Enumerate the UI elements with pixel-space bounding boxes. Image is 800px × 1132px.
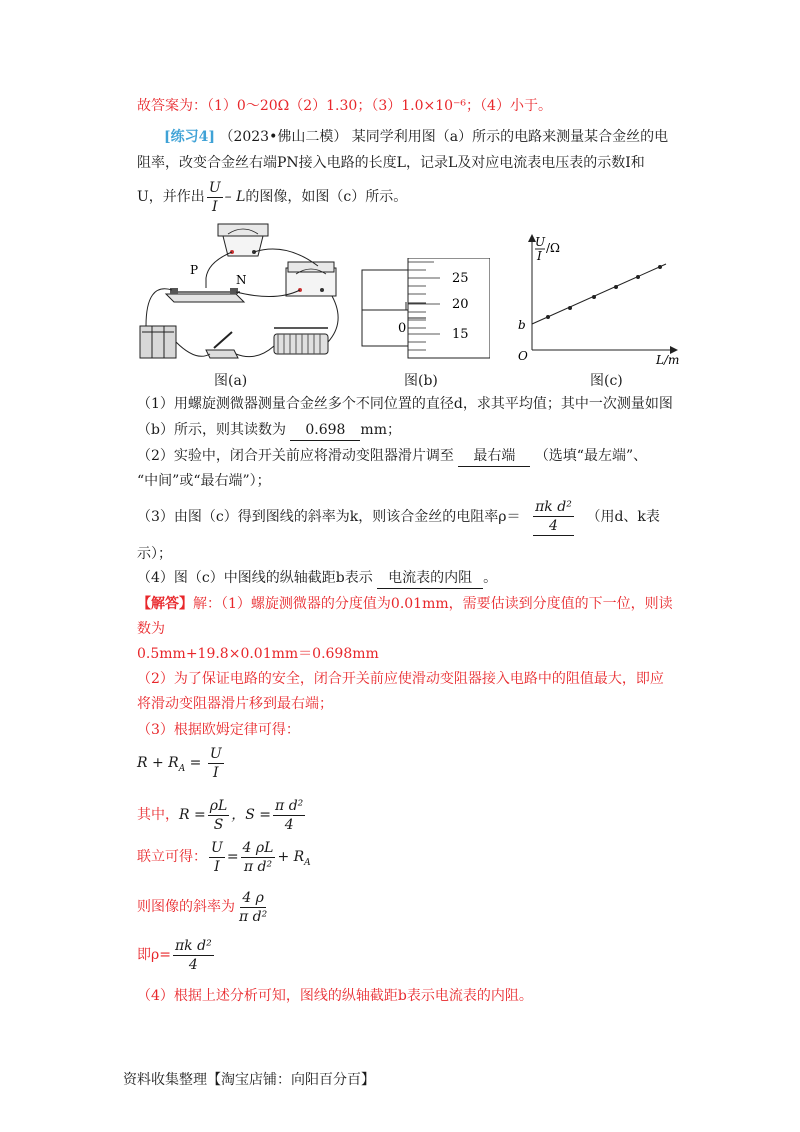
- exercise-stem-text-1: 某同学利用图（a）所示的电路来测量某合金丝的电: [351, 129, 669, 145]
- equation-rho: 即ρ= $\frac{\text{πk d²}}{4}$: [137, 937, 212, 973]
- stem3-fraction: $\frac{U}{I}$: [208, 179, 221, 215]
- solution-line-4: （4）根据上述分析可知，图线的纵轴截距b表示电流表的内阻。: [137, 988, 533, 1004]
- ammeter-icon: [286, 262, 336, 296]
- main-scale-zero: 0: [398, 321, 407, 336]
- exercise-source: （2023•佛山二模）: [219, 129, 348, 145]
- switch-icon: [206, 332, 238, 358]
- solution-line-1a: 【解答】解：（1）螺旋测微器的分度值为0.01mm，需要估读到分度值的下一位，则读: [137, 596, 673, 612]
- footer-text: 资料收集整理【淘宝店铺：向阳百分百】: [123, 1072, 375, 1088]
- y-label-unit: /Ω: [546, 241, 560, 255]
- alloy-wire-board: [166, 288, 244, 302]
- q3-answer-den: 4: [549, 518, 558, 534]
- solution-line-2a: （2）为了保证电路的安全，闭合开关前应使滑动变阻器接入电路中的阻值最大，即应: [137, 671, 664, 687]
- solution-label: 【解答】: [137, 596, 193, 612]
- exercise-stem-1: [164, 127, 668, 147]
- label-n: N: [236, 273, 247, 287]
- q4-line: （4）图（c）中图线的纵轴截距b表示 电流表的内阻 。: [137, 568, 497, 589]
- caption-a: 图(a): [214, 373, 248, 389]
- solution-line-1b: 数为: [137, 621, 165, 637]
- y-label-den: I: [537, 249, 542, 263]
- graph-figure: [506, 228, 686, 368]
- stem3-pre: U，并作出: [137, 189, 205, 205]
- micrometer-figure: [360, 258, 490, 360]
- solution-line-2b: 将滑动变阻器滑片移到最右端；: [137, 696, 333, 712]
- fit-line: [532, 264, 666, 324]
- y-label-num: U: [535, 235, 546, 249]
- exercise-stem-3: [137, 178, 407, 216]
- q3-line-a: （3）由图（c）得到图线的斜率为k，则该合金丝的电阻率ρ＝ $\frac{\text{πk d²}}{4}$ （用d、k表: [137, 499, 660, 534]
- origin-label: O: [518, 349, 528, 363]
- caption-b: 图(b): [404, 373, 438, 389]
- rheostat-icon: [274, 328, 328, 354]
- equation-ohm: $R + R_A$ = $\frac{U}{I}$: [137, 745, 222, 781]
- label-p: P: [190, 263, 199, 277]
- q3-line-b: 示）；: [137, 546, 172, 562]
- caption-c: 图(c): [590, 373, 623, 389]
- equation-slope: 则图像的斜率为 $\frac{4 \rho}{\text{π d²}}$: [137, 889, 268, 925]
- answer-line: 故答案为：（1）0～20Ω（2）1.30；（3）1.0×10⁻⁶；（4）小于。: [137, 98, 552, 114]
- micrometer-thimble: [408, 258, 490, 358]
- q1-answer: 0.698: [290, 420, 360, 441]
- x-label: L/m: [656, 353, 680, 367]
- exercise-tag: [练习4]: [164, 129, 215, 145]
- tick-15: 15: [452, 327, 469, 342]
- q4-answer: 电流表的内阻: [377, 568, 483, 589]
- equation-combined: 联立可得： $\frac{U}{I}$ = $\frac{4 \rho L}{\text{π d²}}$ + $R_A$: [137, 839, 311, 875]
- circuit-figure: [136, 222, 351, 372]
- voltmeter-icon: [218, 224, 268, 256]
- q2-line-b: “中间”或“最右端”）；: [137, 473, 271, 489]
- solution-line-1c: 0.5mm+19.8×0.01mm＝0.698mm: [137, 646, 379, 662]
- battery-icon: [140, 326, 176, 358]
- stem3-minus: – L: [224, 189, 246, 205]
- tick-25: 25: [452, 271, 469, 286]
- q3-answer-num: πk d²: [535, 499, 572, 515]
- intercept-label: b: [518, 318, 526, 332]
- q1-line-a: （1）用螺旋测微器测量合金丝多个不同位置的直径d，求其平均值；其中一次测量如图: [137, 396, 673, 412]
- tick-20: 20: [452, 297, 469, 312]
- equation-r-s: 其中，R = $\frac{\rho L}{S}$ ，S = $\frac{\text{π d²}}{4}$: [137, 797, 304, 833]
- q1-line-b: （b）所示，则其读数为 0.698 mm；: [137, 420, 401, 441]
- solution-line-3a: （3）根据欧姆定律可得：: [137, 722, 300, 738]
- q2-line-a: （2）实验中，闭合开关前应将滑动变阻器滑片调至 最右端 （选填“最左端”、: [137, 446, 647, 467]
- q2-answer: 最右端: [458, 446, 530, 467]
- stem3-post: 的图像，如图（c）所示。: [245, 189, 408, 205]
- exercise-stem-2: 阻率，改变合金丝右端PN接入电路的长度L，记录L及对应电流表电压表的示数I和: [137, 155, 645, 171]
